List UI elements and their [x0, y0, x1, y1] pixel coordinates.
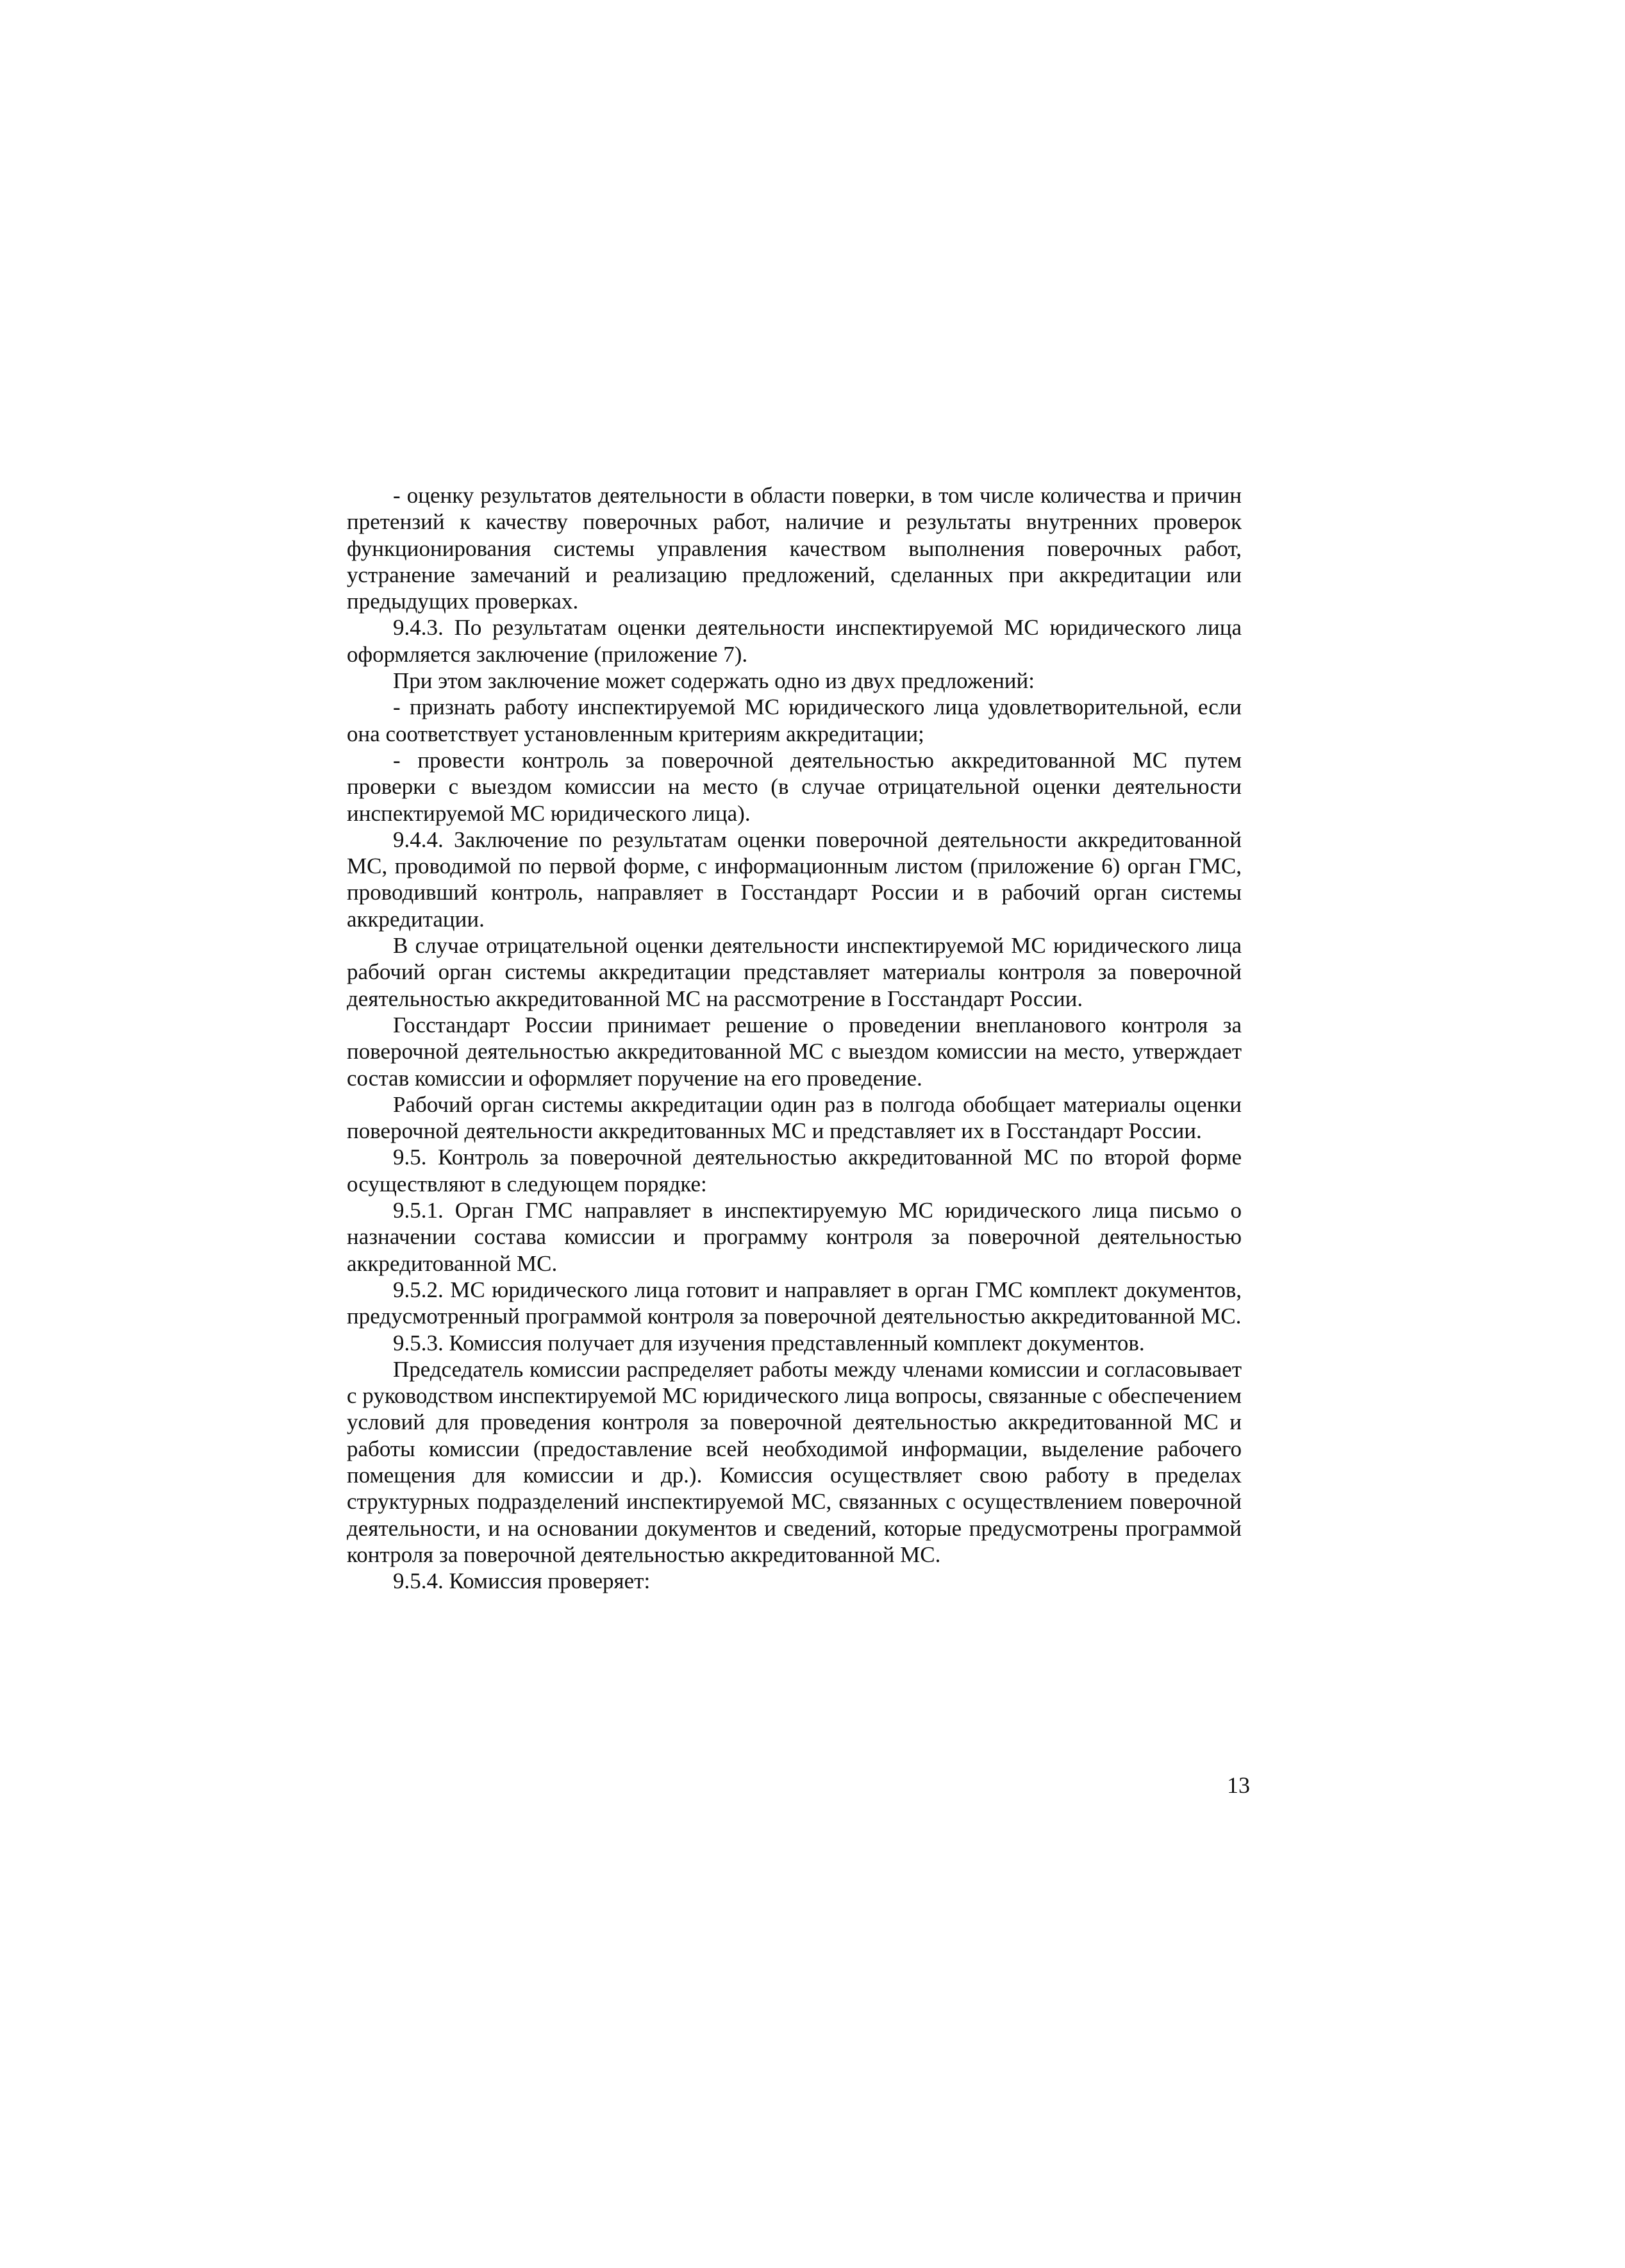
paragraph-9-5-4: 9.5.4. Комиссия проверяет:: [393, 1568, 651, 1594]
paragraph-9-4-3: 9.4.3. По результатам оценки деятельности инспектируемой МС юридического лица оформляется заключение (приложение 7).: [347, 615, 1242, 667]
body-text: [347, 482, 1242, 1594]
paragraph-9-5-3: 9.5.3. Комиссия получает для изучения представленный комплект документов.: [393, 1330, 1145, 1356]
page-number: 13: [1227, 1772, 1250, 1798]
paragraph-half-year-summary: Рабочий орган системы аккредитации один раз в полгода обобщает материалы оценки поверочной деятельности аккредитованных МС и представляет их в Госстандарт России.: [347, 1091, 1242, 1144]
paragraph-chairman-duties: Председатель комиссии распределяет работы между членами комиссии и согласовывает с руководством инспектируемой МС юридического лица вопросы, связанные с обеспечением условий для проведения контроля за поверочной деятельностью аккредитованной МС и работы комиссии (предоставление всей необходимой информации, выделение рабочего помещения для комиссии и др.). Комиссия осуществляет свою работу в пределах структурных подразделений инспектируемой МС, связанных с осуществлением поверочной деятельности, и на основании документов и сведений, которые предусмотрены программой контроля за поверочной деятельностью аккредитованной МС.: [347, 1356, 1242, 1567]
paragraph-9-5-1: 9.5.1. Орган ГМС направляет в инспектируемую МС юридического лица письмо о назначении состава комиссии и программу контроля за поверочной деятельностью аккредитованной МС.: [347, 1198, 1242, 1276]
paragraph-conclusion-options: При этом заключение может содержать одно из двух предложений:: [393, 668, 1035, 694]
paragraph-9-4-4: 9.4.4. Заключение по результатам оценки поверочной деятельности аккредитованной МС, проводимой по первой форме, с информационным листом (приложение 6) орган ГМС, проводивший контроль, направляет в Госстандарт России и в рабочий орган системы аккредитации.: [347, 827, 1242, 932]
paragraph-9-5-2: 9.5.2. МС юридического лица готовит и направляет в орган ГМС комплект документов, предусмотренный программой контроля за поверочной деятельностью аккредитованной МС.: [347, 1277, 1242, 1329]
paragraph-9-5: 9.5. Контроль за поверочной деятельностью аккредитованной МС по второй форме осуществляют в следующем порядке:: [347, 1145, 1242, 1197]
paragraph-unscheduled-control: Госстандарт России принимает решение о проведении внепланового контроля за поверочной деятельностью аккредитованной МС с выездом комиссии на место, утверждает состав комиссии и оформляет поручение на его проведение.: [347, 1012, 1242, 1091]
paragraph-negative-assessment: В случае отрицательной оценки деятельности инспектируемой МС юридического лица рабочий орган системы аккредитации представляет материалы контроля за поверочной деятельностью аккредитованной МС на рассмотрение в Госстандарт России.: [347, 933, 1242, 1011]
paragraph-option-satisfactory: - признать работу инспектируемой МС юридического лица удовлетворительной, если она соответствует установленным критериям аккредитации;: [347, 694, 1242, 746]
paragraph-option-onsite-check: - провести контроль за поверочной деятельностью аккредитованной МС путем проверки с выездом комиссии на место (в случае отрицательной оценки деятельности инспектируемой МС юридического лица).: [347, 747, 1242, 826]
paragraph-quality-assessment: - оценку результатов деятельности в области поверки, в том числе количества и причин претензий к качеству поверочных работ, наличие и результаты внутренних проверок функционирования системы управления качеством выполнения поверочных работ, устранение замечаний и реализацию предложений, сделанных при аккредитации или предыдущих проверках.: [347, 483, 1242, 614]
